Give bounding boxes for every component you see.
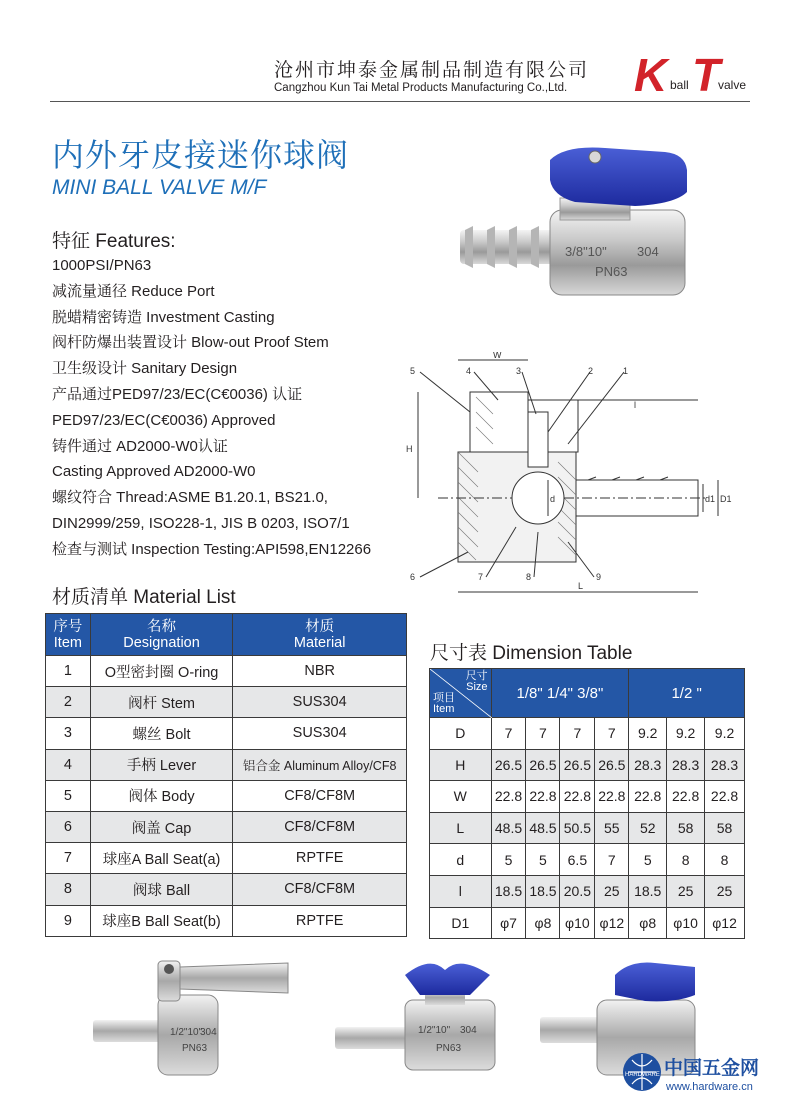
drawing-label: l — [634, 400, 636, 410]
photo-pn-label: PN63 — [595, 264, 628, 279]
feature-item: 卫生级设计 Sanitary Design — [52, 360, 238, 378]
table-row: 1 O型密封圈 O-ring NBR — [46, 656, 407, 687]
table-row: H 26.5 26.5 26.5 26.5 28.3 28.3 28.3 — [430, 749, 745, 781]
material-header-row — [46, 614, 407, 656]
table-row: 2 阀杆 Stem SUS304 — [46, 687, 407, 718]
photo-pn-label: PN63 — [436, 1043, 462, 1054]
feature-item: DIN2999/259, ISO228-1, JIS B 0203, ISO7/1 — [52, 514, 350, 532]
table-row: L 48.5 48.5 50.5 55 52 58 58 — [430, 812, 745, 844]
watermark-name: 中国五金网 — [664, 1057, 760, 1079]
logo-k: K — [634, 49, 668, 101]
drawing-label: 8 — [526, 572, 532, 582]
drawing-label: 2 — [588, 366, 594, 376]
product-photo-main — [455, 140, 695, 310]
feature-item: 检查与测试 Inspection Testing:API598,EN12266 — [52, 540, 372, 558]
photo-code-label: 304 — [200, 1027, 217, 1038]
technical-drawing — [398, 352, 758, 602]
table-row: l 18.5 18.5 20.5 25 18.5 25 25 — [430, 875, 745, 907]
dimension-header-row — [430, 669, 745, 718]
features-heading: 特征 Features: — [52, 231, 176, 252]
photo-pn-label: PN63 — [182, 1043, 208, 1054]
drawing-label: 1 — [623, 366, 629, 376]
drawing-label: 3 — [516, 366, 522, 376]
table-row: 8 阀球 Ball CF8/CF8M — [46, 874, 407, 905]
header-corner: 尺寸 Size 项目 Item — [430, 669, 492, 718]
material-heading: 材质清单 Material List — [52, 587, 236, 608]
drawing-label: 4 — [466, 366, 472, 376]
header-divider — [50, 101, 750, 102]
table-row: W 22.8 22.8 22.8 22.8 22.8 22.8 22.8 — [430, 781, 745, 813]
feature-item: 1000PSI/PN63 — [52, 257, 152, 274]
feature-item: 脱蜡精密铸造 Investment Casting — [52, 308, 275, 326]
logo-t: T — [692, 49, 721, 101]
company-name-cn: 沧州市坤泰金属制品制造有限公司 — [274, 60, 590, 81]
logo-valve: valve — [718, 78, 747, 92]
table-row: 9 球座B Ball Seat(b) RPTFE — [46, 905, 407, 936]
drawing-label: L — [578, 581, 584, 591]
drawing-label: W — [493, 352, 502, 360]
drawing-label: 7 — [478, 572, 484, 582]
header-designation: 名称 Designation — [90, 614, 233, 656]
features-list — [52, 253, 371, 563]
feature-item: 阀杆防爆出装置设计 Blow-out Proof Stem — [52, 334, 329, 352]
header-size-group-small: 1/8" 1/4" 3/8" — [491, 669, 629, 718]
kt-logo — [634, 49, 749, 101]
drawing-label: H — [406, 444, 413, 454]
photo-size-label: 3/8"10" — [565, 244, 607, 259]
feature-item: 铸件通过 AD2000-W0认证 — [52, 437, 228, 455]
drawing-label: 5 — [410, 366, 416, 376]
logo-ball: ball — [670, 78, 689, 92]
photo-size-label: 1/2"10" — [418, 1025, 451, 1036]
header-material: 材质 Material — [233, 614, 407, 656]
drawing-label: d1 — [705, 494, 716, 504]
feature-item: 减流量通径 Reduce Port — [52, 282, 215, 300]
product-title-cn: 内外牙皮接迷你球阀 — [52, 137, 350, 173]
table-row: 4 手柄 Lever 铝合金 Aluminum Alloy/CF8 — [46, 749, 407, 780]
feature-item: Casting Approved AD2000-W0 — [52, 463, 256, 481]
company-name-en: Cangzhou Kun Tai Metal Products Manufacturing Co.,Ltd. — [274, 82, 568, 94]
product-photo-silver-handle — [88, 955, 303, 1080]
header-item: 序号 Item — [46, 614, 91, 656]
feature-item: PED97/23/EC(C€0036) Approved — [52, 411, 276, 429]
table-row: D1 φ7 φ8 φ10 φ12 φ8 φ10 φ12 — [430, 907, 745, 939]
feature-item: 产品通过PED97/23/EC(C€0036) 认证 — [52, 385, 303, 403]
feature-item: 螺纹符合 Thread:ASME B1.20.1, BS21.0, — [52, 489, 328, 507]
drawing-label: d — [550, 494, 556, 504]
product-photo-blue-butterfly — [330, 955, 510, 1080]
material-table — [45, 613, 407, 937]
table-row: 7 球座A Ball Seat(a) RPTFE — [46, 843, 407, 874]
dimension-table — [429, 668, 745, 939]
photo-code-label: 304 — [460, 1025, 477, 1036]
photo-size-label: 1/2"10" — [170, 1027, 203, 1038]
drawing-label: 6 — [410, 572, 416, 582]
hardware-cn-watermark — [620, 1050, 790, 1096]
photo-code-label: 304 — [637, 244, 659, 259]
watermark-badge: HARDWARE — [625, 1072, 660, 1078]
table-row: 3 螺丝 Bolt SUS304 — [46, 718, 407, 749]
header-size-group-half: 1/2 " — [629, 669, 745, 718]
dimension-heading: 尺寸表 Dimension Table — [430, 643, 633, 664]
drawing-label: D1 — [720, 494, 732, 504]
table-row: d 5 5 6.5 7 5 8 8 — [430, 844, 745, 876]
drawing-label: 9 — [596, 572, 602, 582]
table-row: 6 阀盖 Cap CF8/CF8M — [46, 811, 407, 842]
watermark-url: www.hardware.cn — [666, 1081, 753, 1093]
product-title-en: MINI BALL VALVE M/F — [52, 176, 267, 199]
table-row: 5 阀体 Body CF8/CF8M — [46, 780, 407, 811]
table-row: D 7 7 7 7 9.2 9.2 9.2 — [430, 718, 745, 750]
